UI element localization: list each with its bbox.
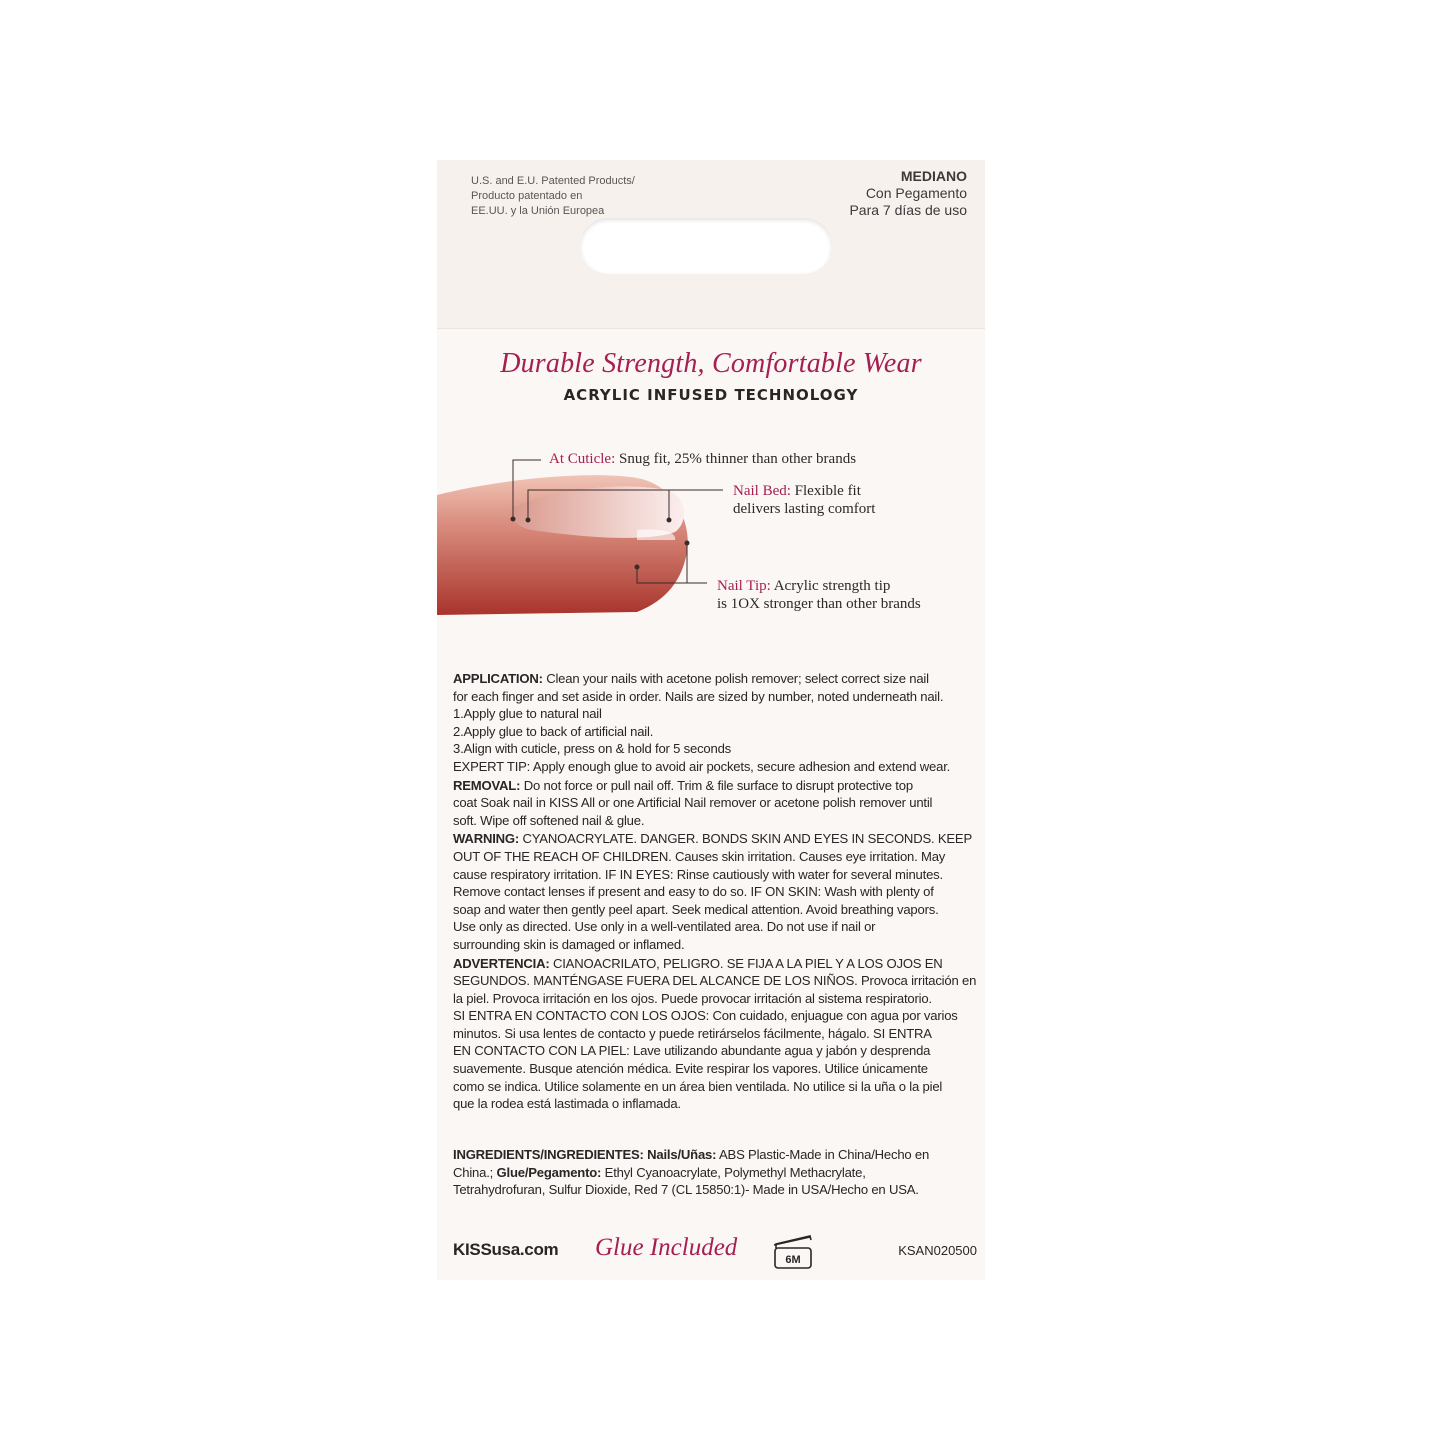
application-text: Clean your nails with acetone polish remover; select correct size nail — [542, 671, 929, 686]
warning-text: cause respiratory irritation. IF IN EYES: Rinse cautiously with water for several minutes. — [453, 866, 943, 882]
size-info — [849, 168, 967, 219]
patent-line: U.S. and E.U. Patented Products/ — [471, 175, 635, 187]
warning-text: Remove contact lenses if present and easy to do so. IF ON SKIN: Wash with plenty of — [453, 884, 934, 900]
advertencia-text: EN CONTACTO CON LA PIEL: Lave utilizando abundante agua y jabón y desprenda — [453, 1043, 931, 1059]
callout-cuticle-label: At Cuticle: — [549, 451, 616, 467]
application-label: APPLICATION: — [453, 671, 543, 686]
warning-label: WARNING: — [453, 831, 520, 847]
warning-text: Use only as directed. Use only in a well-ventilated area. Do not use if nail or — [453, 919, 876, 935]
removal-text: Do not force or pull nail off. Trim & file surface to disrupt protective top — [520, 777, 913, 793]
glue-text: Ethyl Cyanoacrylate, Polymethyl Methacrylate, — [601, 1164, 866, 1180]
application-text: for each finger and set aside in order. Nails are sized by number, noted underneath nail. — [453, 688, 944, 704]
callout-cuticle — [549, 450, 856, 468]
callout-nail-tip-text2: is 1OX stronger than other brands — [717, 596, 921, 612]
advertencia-text: como se indica. Utilice solamente en un área bien ventilada. No utilice si la uña o la piel — [453, 1078, 943, 1094]
hang-hole — [580, 218, 832, 274]
advertencia-section — [453, 955, 981, 1113]
nail-diagram — [437, 440, 985, 640]
warning-text: OUT OF THE REACH OF CHILDREN. Causes skin irritation. Causes eye irritation. May — [453, 848, 946, 864]
instructions — [453, 670, 981, 1114]
nails-label: Nails/Uñas: — [647, 1147, 717, 1162]
callout-nail-bed — [733, 482, 875, 518]
removal-label: REMOVAL: — [453, 777, 521, 793]
advertencia-text: SEGUNDOS. MANTÉNGASE FUERA DEL ALCANCE DE LOS NIÑOS. Provoca irritación en — [453, 973, 977, 989]
header-flap — [437, 160, 985, 329]
application-step: 1.Apply glue to natural nail — [453, 706, 602, 722]
subheadline: ACRYLIC INFUSED TECHNOLOGY — [563, 386, 859, 404]
warning-section — [453, 830, 981, 953]
advertencia-text: CIANOACRILATO, PELIGRO. SE FIJA A LA PIEL Y A LOS OJOS EN — [549, 955, 943, 971]
application-section — [453, 670, 981, 776]
patent-line: Producto patentado en — [471, 190, 583, 202]
glue-label: Glue/Pegamento: — [496, 1164, 602, 1180]
removal-text: soft. Wipe off softened nail & glue. — [453, 812, 645, 828]
callout-cuticle-text: Snug fit, 25% thinner than other brands — [619, 451, 857, 467]
warning-text: soap and water then gently peel apart. Seek medical attention. Avoid breathing vapors. — [453, 901, 939, 917]
jar-label: 6M — [785, 1254, 801, 1266]
callout-nail-tip-label: Nail Tip: — [717, 578, 771, 594]
website: KISSusa.com — [453, 1240, 559, 1259]
ingredients-label: INGREDIENTS/INGREDIENTES: — [453, 1147, 644, 1162]
removal-section — [453, 777, 981, 830]
package-back — [437, 160, 985, 1280]
advertencia-label: ADVERTENCIA: — [453, 955, 550, 971]
nails-text: ABS Plastic-Made in China/Hecho en — [716, 1147, 930, 1162]
warning-text: surrounding skin is damaged or inflamed. — [453, 936, 685, 952]
size-name: MEDIANO — [900, 168, 967, 184]
application-step: 2.Apply glue to back of artificial nail. — [453, 723, 654, 739]
advertencia-text: SI ENTRA EN CONTACTO CON LOS OJOS: Con cuidado, enjuague con agua por varios — [453, 1008, 958, 1024]
advertencia-text: que la rodea está lastimada o inflamada. — [453, 1096, 681, 1112]
patent-line: EE.UU. y la Unión Europea — [471, 205, 605, 217]
expert-tip: EXPERT TIP: Apply enough glue to avoid air pockets, secure adhesion and extend wear. — [453, 758, 951, 774]
size-line: Con Pegamento — [865, 185, 967, 201]
glue-included: Glue Included — [595, 1234, 738, 1261]
warning-text: CYANOACRYLATE. DANGER. BONDS SKIN AND EYES IN SECONDS. KEEP — [519, 831, 972, 847]
advertencia-text: la piel. Provoca irritación en los ojos. Puede provocar irritación al sistema respiratorio. — [453, 990, 932, 1006]
period-after-opening-icon — [770, 1228, 816, 1272]
sku: KSAN020500 — [898, 1243, 977, 1258]
application-step: 3.Align with cuticle, press on & hold for 5 seconds — [453, 741, 732, 757]
headline: Durable Strength, Comfortable Wear — [500, 348, 922, 379]
callout-nail-bed-label: Nail Bed: — [733, 483, 791, 499]
callout-nail-bed-text: Flexible fit — [794, 483, 861, 499]
callout-nail-bed-text2: delivers lasting comfort — [733, 501, 876, 517]
ingredients-text: Tetrahydrofuran, Sulfur Dioxide, Red 7 (CL 15850:1)- Made in USA/Hecho en USA. — [453, 1182, 919, 1198]
footer — [437, 1234, 985, 1274]
callout-nail-tip — [717, 577, 921, 613]
advertencia-text: suavemente. Busque atención médica. Evite respirar los vapores. Utilice únicamente — [453, 1061, 928, 1077]
size-line: Para 7 días de uso — [849, 202, 967, 218]
ingredients-section — [453, 1146, 973, 1199]
advertencia-text: minutos. Si usa lentes de contacto y puede retirárselos fácilmente, hágalo. SI ENTRA — [453, 1025, 932, 1041]
patent-notice — [471, 174, 691, 219]
removal-text: coat Soak nail in KISS All or one Artificial Nail remover or acetone polish remover until — [453, 795, 933, 811]
callout-nail-tip-text: Acrylic strength tip — [773, 578, 891, 594]
ingredients-text: China.; — [453, 1164, 497, 1180]
